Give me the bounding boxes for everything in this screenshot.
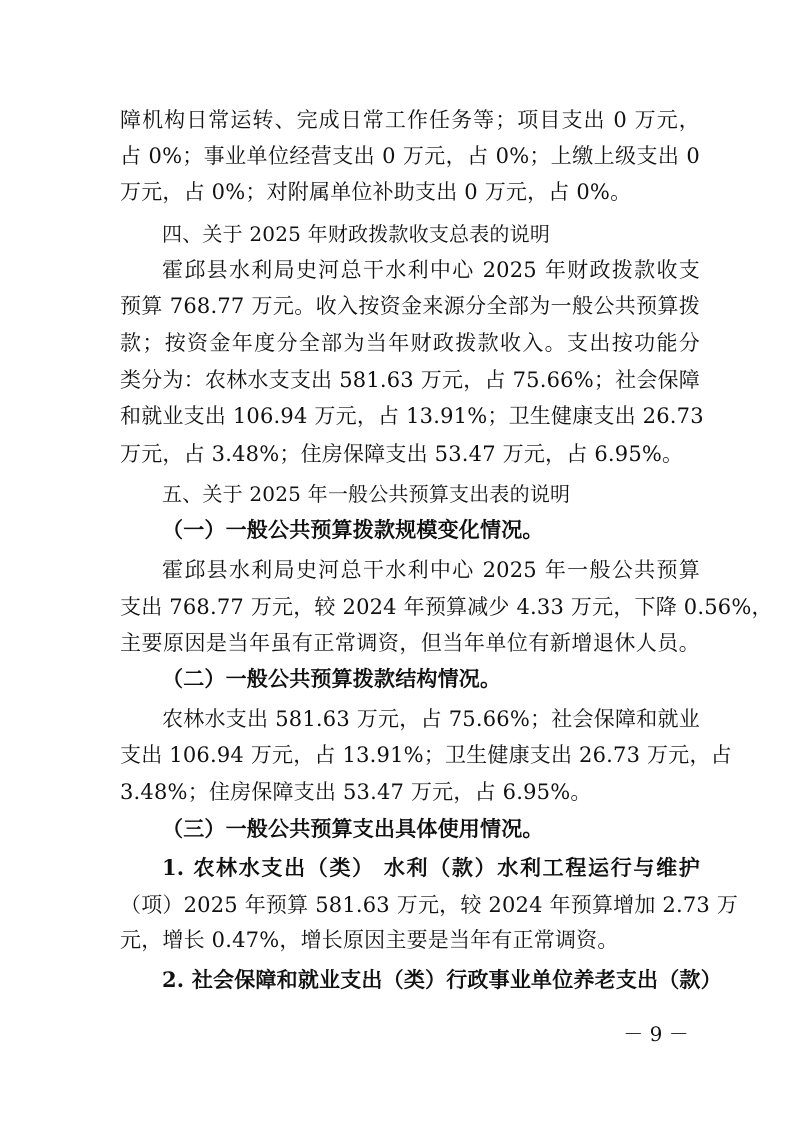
body-line: 支出 106.94 万元，占 13.91%；卫生健康支出 26.73 万元，占 <box>120 743 732 767</box>
body-line: （项）2025 年预算 581.63 万元，较 2024 年预算增加 2.73 万 <box>120 893 739 917</box>
body-line: 霍邱县水利局史河总干水利中心 2025 年财政拨款收支 <box>162 258 700 282</box>
body-line: 农林水支出 581.63 万元，占 75.66%；社会保障和就业 <box>162 707 700 731</box>
subsection-heading-1: （一）一般公共预算拨款规模变化情况。 <box>162 517 544 542</box>
body-line: 预算 768.77 万元。收入按资金来源分全部为一般公共预算拨 <box>120 294 700 318</box>
body-line: 3.48%；住房保障支出 53.47 万元，占 6.95%。 <box>120 780 592 804</box>
body-line: 万元，占 0%；对附属单位补助支出 0 万元，占 0%。 <box>120 180 632 204</box>
body-line: 主要原因是当年虽有正常调资，但当年单位有新增退休人员。 <box>120 631 700 655</box>
item-heading-2: 2. 社会保障和就业支出（类）行政事业单位养老支出（款） <box>162 967 722 992</box>
body-line: 霍邱县水利局史河总干水利中心 2025 年一般公共预算 <box>162 558 700 582</box>
body-line: 支出 768.77 万元，较 2024 年预算减少 4.33 万元，下降 0.56%， <box>120 595 773 619</box>
subsection-heading-3: （三）一般公共预算支出具体使用情况。 <box>162 816 544 841</box>
item-heading-1: 1. 农林水支出（类） 水利（款）水利工程运行与维护 <box>162 855 700 880</box>
body-line: 类分为：农林水支支出 581.63 万元，占 75.66%；社会保障 <box>120 368 700 392</box>
body-line: 元，增长 0.47%，增长原因主要是当年有正常调资。 <box>120 928 619 952</box>
body-line: 占 0%；事业单位经营支出 0 万元，占 0%；上缴上级支出 0 <box>120 144 700 168</box>
body-line: 万元，占 3.48%；住房保障支出 53.47 万元，占 6.95%。 <box>120 442 684 466</box>
body-line: 和就业支出 106.94 万元，占 13.91%；卫生健康支出 26.73 <box>120 404 704 428</box>
body-line: 障机构日常运转、完成日常工作任务等；项目支出 0 万元， <box>120 108 700 132</box>
subsection-heading-2: （二）一般公共预算拨款结构情况。 <box>162 666 502 691</box>
page-number: － 9 － <box>623 1022 689 1046</box>
section-heading-4: 四、关于 2025 年财政拨款收支总表的说明 <box>162 222 551 246</box>
body-line: 款；按资金年度分全部为当年财政拨款收入。支出按功能分 <box>120 331 700 355</box>
section-heading-5: 五、关于 2025 年一般公共预算支出表的说明 <box>162 482 571 506</box>
